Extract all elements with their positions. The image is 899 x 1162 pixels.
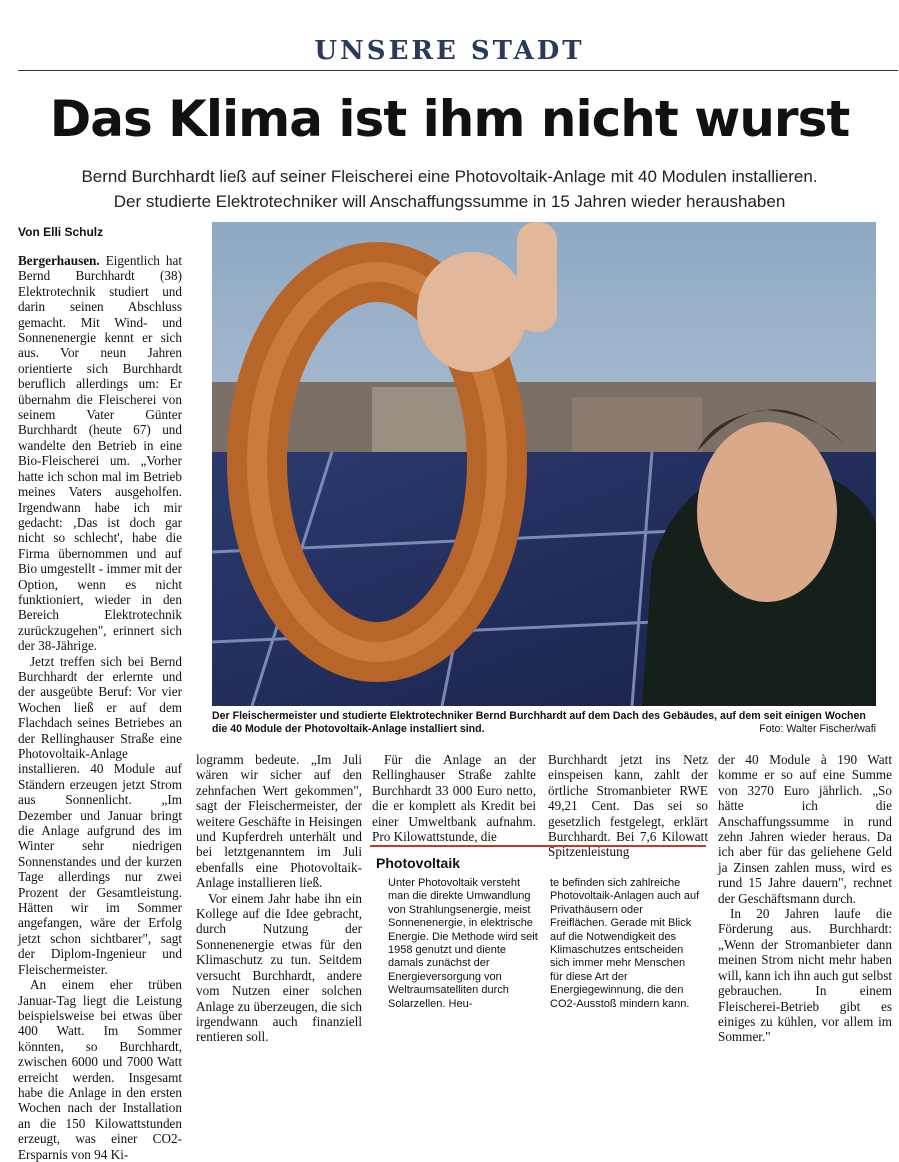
paragraph: Vor einem Jahr habe ihn ein Kollege auf die Idee gebracht, durch Nutzung der Sonnenenergie etwas für den Klimaschutz zu tun. Seitdem versucht Burchhardt, andere vom Nutzen einer solchen Anlage zu überzeugen, die sich irgendwann auch finanziell rentieren soll. [196, 890, 362, 1045]
headline: Das Klima ist ihm nicht wurst [49, 90, 850, 148]
byline: Von Elli Schulz [18, 225, 104, 239]
info-box-title: Photovoltaik [376, 855, 461, 871]
article-column-2 [196, 752, 362, 1045]
paragraph [18, 253, 182, 654]
dateline: Bergerhausen. [18, 253, 100, 268]
caption-text: Der Fleischermeister und studierte Elektrotechniker Bernd Burchhardt auf dem Dach des Gebäudes, auf dem seit einigen Wochen die 40 Module der Photovoltaik-Anlage installiert sind. [212, 710, 866, 735]
paragraph-text: Eigentlich hat Bernd Burchhardt (38) Elektrotechnik studiert und darin seinen Abschluss gemacht. Mit Wind- und Sonnenenergie kennt er sich aus. Vor neun Jahren orientierte sich Burchhardt beruflich allerdings um: Er übernahm die Fleischerei von seinem Vater Günter Burchhardt (heute 67) und wandelte den Betrieb in eine Bio-Fleischerei um. „Vorher hatte ich schon mal im Betrieb meines Vaters ausgeholfen. Irgendwann habe ich mir gedacht: ‚Das ist doch gar nicht so schlecht', habe die Firma übernommen und auf Bio umgestellt - immer mit der Option, wenn es nicht funktioniert, wieder in den Bereich Elektrotechnik zurückzugehen", erinnert sich der 38-Jährige. [18, 253, 182, 654]
info-box-text-left: Unter Photovoltaik versteht man die direkte Umwandlung von Strahlungsenergie, meist Sonnenenergie, in elektrische Energie. Die Methode wird seit 1958 genutzt und diente damals zunächst der Energieversorgung von Weltraumsatelliten durch Solarzellen. Heu- [388, 877, 538, 1010]
paragraph: An einem eher trüben Januar-Tag liegt die Leistung beispielsweise bei etwas über 400 Watt. Im Sommer könnten, so Burchhardt, zwischen 6000 und 7000 Watt erreicht werden. Insgesamt habe die Anlage in den ersten Wochen nach der Installation an die 150 Kilowattstunden erzeugt, was einer CO2-Ersparnis von 94 Ki- [18, 977, 182, 1162]
paragraph: Für die Anlage an der Rellinghauser Straße zahlte Burchhardt 33 000 Euro netto, die er komplett als Kredit bei einer Umweltbank aufnahm. Pro Kilowattstunde, die [372, 752, 536, 845]
info-box-text-right: te befinden sich zahlreiche Photovoltaik-Anlagen auch auf Privathäusern oder Freiflächen. Gerade mit Blick auf die Notwendigkeit des Klimaschutzes entscheiden sich immer mehr Menschen für diese Art der Energiegewinnung, die den CO2-Ausstoß mindern kann. [550, 877, 700, 1010]
article-column-1 [18, 253, 182, 1162]
paragraph: logramm bedeute. „Im Juli wären wir sicher auf den zehnfachen Wert gekommen", sagt der Fleischermeister, der weitere Geschäfte in Heisingen und Kupferdreh unterhält und bei letztgenanntem im Juli ebenfalls eine Photovoltaik-Anlage installieren ließ. [196, 752, 362, 891]
article-column-5 [718, 752, 892, 1045]
photo-illustration [212, 222, 876, 706]
article-photo [212, 222, 876, 706]
photo-caption [212, 710, 876, 736]
article-column-4 [548, 752, 708, 860]
paragraph: Burchhardt jetzt ins Netz einspeisen kann, zahlt der örtliche Stromanbieter RWE 49,21 Cent. Das sei so gesetzlich festgelegt, erklärt Burchhardt. Bei 7,6 Kilowatt Spitzenleistung [548, 752, 708, 860]
paragraph: der 40 Module à 190 Watt komme er so auf eine Summe von 3270 Euro jährlich. „So hätte ich die Anschaffungssumme in rund zehn Jahren wieder heraus. Da ich aber für das geliehene Geld ja Zinsen zahlen muss, wird es rund 15 Jahre dauern", rechnet der Geschäftsmann durch. [718, 752, 892, 906]
subheadline-line-1: Bernd Burchhardt ließ auf seiner Fleischerei eine Photovoltaik-Anlage mit 40 Modulen installieren. [81, 167, 818, 186]
section-kicker: UNSERE STADT [314, 36, 585, 66]
paragraph: Jetzt treffen sich bei Bernd Burchhardt der erlernte und der ausgeübte Beruf: Vor vier Wochen ließ er auf dem Flachdach seines Betriebes an der Rellinghauser Straße eine Photovoltaik-Anlage installieren. 40 Module auf Ständern erzeugen jetzt Strom aus Sonnenlicht. „Im Dezember und Januar bringt die Anlage aufgrund des im Winter sehr niedrigen Sonnenstandes und der kurzen Tage allerdings nur zwei Prozent der Gesamtleistung. Hätten wir im Sommer angefangen, wäre der Erfolg jetzt schon sichtbarer", sagt der Diplom-Ingenieur und Fleischermeister. [18, 653, 182, 977]
info-box [370, 845, 706, 1027]
subheadline-line-2: Der studierte Elektrotechniker will Anschaffungssumme in 15 Jahren wieder heraushaben [113, 192, 786, 211]
section-rule [18, 70, 898, 71]
photo-credit: Foto: Walter Fischer/wafi [759, 723, 876, 735]
article-column-3 [372, 752, 536, 844]
paragraph: In 20 Jahren laufe die Förderung aus. Burchhardt: „Wenn der Stromanbieter dann meinen Strom nicht mehr haben will, kann ich ihn auch gut selbst gebrauchen. In einem Fleischerei-Betrieb gibt es einiges zu kühlen, vor allem im Sommer." [718, 906, 892, 1045]
